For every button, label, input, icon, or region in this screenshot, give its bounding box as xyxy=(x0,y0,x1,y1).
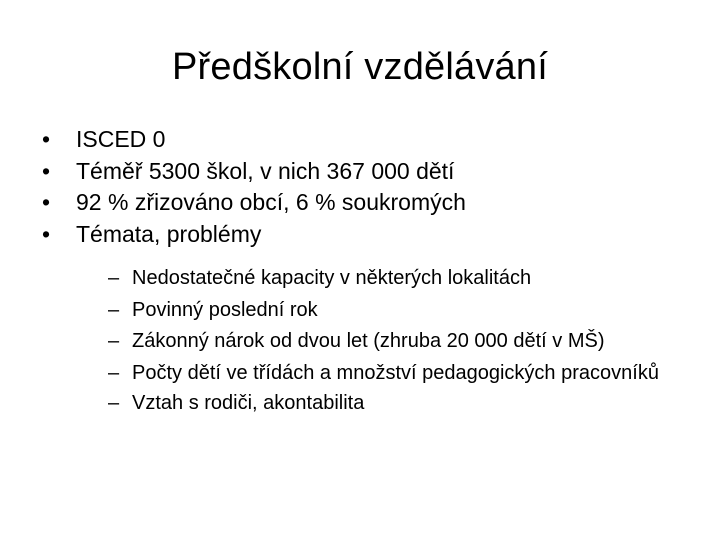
bullet-item xyxy=(36,187,696,217)
sub-bullet-text: Vztah s rodiči, akontabilita xyxy=(132,391,365,414)
sub-bullet-text: Počty dětí ve třídách a množství pedagogických pracovníků xyxy=(132,361,659,384)
sub-bullet-item xyxy=(108,391,688,415)
bullet-text: Téměř 5300 škol, v nich 367 000 dětí xyxy=(76,157,455,184)
sub-bullet-item xyxy=(108,266,688,290)
dash-marker: – xyxy=(108,298,120,321)
bullet-marker: • xyxy=(41,189,51,215)
dash-marker: – xyxy=(108,267,120,289)
sub-bullet-list xyxy=(108,266,688,422)
sub-bullet-item xyxy=(108,361,688,385)
bullet-item xyxy=(36,124,696,154)
bullet-text: 92 % zřizováno obcí, 6 % soukromých xyxy=(76,189,466,215)
bullet-marker: • xyxy=(41,157,51,184)
sub-bullet-text: Povinný poslední rok xyxy=(132,298,318,321)
sub-bullet-item xyxy=(108,329,688,353)
bullet-marker: • xyxy=(41,220,51,247)
bullet-item xyxy=(36,156,696,186)
bullet-text: Témata, problémy xyxy=(76,220,262,247)
sub-bullet-item xyxy=(108,298,688,322)
bullet-text: ISCED 0 xyxy=(76,126,166,152)
slide-title: Předškolní vzdělávání xyxy=(172,46,548,88)
dash-marker: – xyxy=(108,391,120,414)
bullet-marker: • xyxy=(41,126,51,152)
bullet-list xyxy=(36,124,696,250)
sub-bullet-text: Nedostatečné kapacity v některých lokalitách xyxy=(132,267,532,289)
dash-marker: – xyxy=(108,330,120,352)
sub-bullet-text: Zákonný nárok od dvou let (zhruba 20 000 dětí v MŠ) xyxy=(132,330,605,352)
bullet-item xyxy=(36,219,696,249)
dash-marker: – xyxy=(108,361,120,384)
